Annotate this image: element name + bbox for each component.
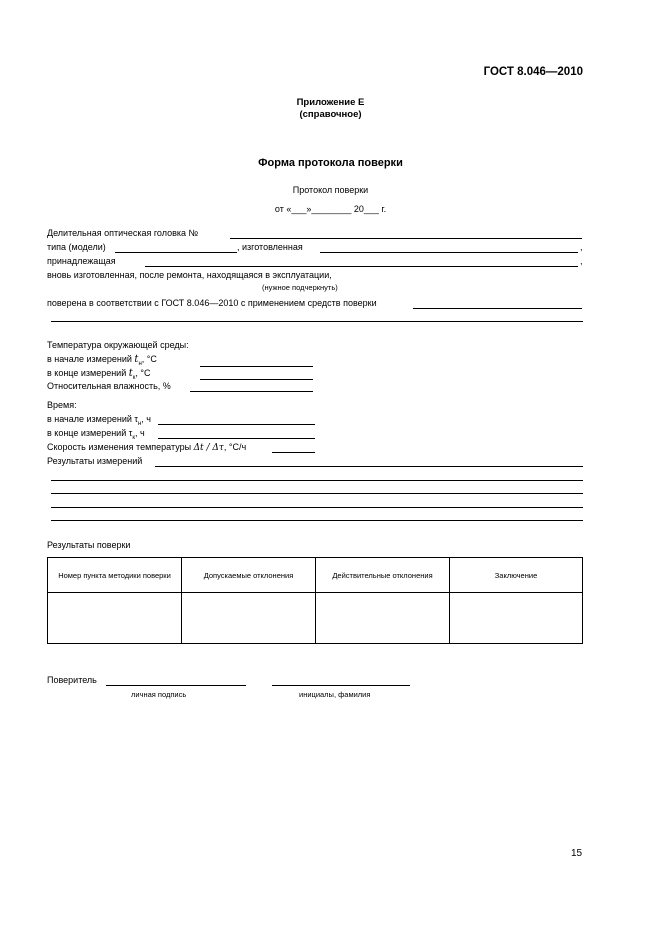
appendix-heading bbox=[0, 97, 661, 121]
environment-heading: Температура окружающей среды: bbox=[47, 340, 189, 350]
temp-rate-label: Скорость изменения температуры Δt / Δτ, °C/ч bbox=[47, 442, 247, 453]
temp-end-line[interactable] bbox=[200, 379, 313, 380]
signature-line[interactable] bbox=[106, 685, 246, 686]
form-title: Форма протокола поверки bbox=[258, 157, 403, 169]
manufactured-line[interactable] bbox=[320, 252, 578, 253]
table-row bbox=[48, 593, 583, 644]
protocol-title: Протокол поверки bbox=[292, 185, 369, 195]
measurements-line[interactable] bbox=[51, 480, 583, 481]
measurements-line[interactable] bbox=[51, 493, 583, 494]
time-start-line[interactable] bbox=[158, 424, 315, 425]
humidity-label: Относительная влажность, % bbox=[47, 381, 171, 391]
appendix-note: (справочное) bbox=[299, 109, 362, 120]
standard-code: ГОСТ 8.046—2010 bbox=[483, 66, 583, 78]
time-heading: Время: bbox=[47, 400, 77, 410]
head-number-label: Делительная оптическая головка № bbox=[47, 228, 199, 238]
measurements-line[interactable] bbox=[155, 466, 583, 467]
measurements-line[interactable] bbox=[51, 507, 583, 508]
table-header-row bbox=[48, 558, 583, 593]
appendix-label: Приложение Е bbox=[296, 97, 365, 108]
name-line[interactable] bbox=[272, 685, 410, 686]
table-cell[interactable] bbox=[48, 593, 182, 644]
measurements-label: Результаты измерений bbox=[47, 456, 143, 466]
measurements-line[interactable] bbox=[51, 520, 583, 521]
temp-rate-line[interactable] bbox=[272, 452, 315, 453]
table-cell[interactable] bbox=[316, 593, 450, 644]
owner-label: принадлежащая bbox=[47, 256, 116, 266]
table-cell[interactable] bbox=[182, 593, 316, 644]
type-label: типа (модели) bbox=[47, 242, 106, 252]
time-start-label: в начале измерений $\tau_н$, ч bbox=[47, 414, 151, 427]
verified-line-2[interactable] bbox=[51, 321, 583, 322]
table-cell[interactable] bbox=[450, 593, 583, 644]
column-header: Заключение bbox=[450, 558, 583, 593]
verified-text: поверена в соответствии с ГОСТ 8.046—2010 с применением средств поверки bbox=[47, 298, 377, 308]
column-header: Действительные отклонения bbox=[316, 558, 450, 593]
temp-start-line[interactable] bbox=[200, 366, 313, 367]
humidity-line[interactable] bbox=[190, 391, 313, 392]
page-number: 15 bbox=[571, 848, 583, 859]
signature-hint: личная подпись bbox=[131, 690, 187, 699]
verified-line[interactable] bbox=[413, 308, 582, 309]
verification-label: Результаты поверки bbox=[47, 540, 131, 550]
column-header: Номер пункта методики поверки bbox=[48, 558, 182, 593]
name-hint: инициалы, фамилия bbox=[299, 690, 371, 699]
owner-line[interactable] bbox=[145, 266, 578, 267]
temp-start-label: в начале измерений $t_н$, °C bbox=[47, 354, 157, 367]
head-number-line[interactable] bbox=[230, 238, 582, 239]
column-header: Допускаемые отклонения bbox=[182, 558, 316, 593]
verification-table bbox=[47, 557, 583, 644]
temp-end-label: в конце измерений $t_к$, °C bbox=[47, 368, 151, 381]
status-text: вновь изготовленная, после ремонта, находящаяся в эксплуатации, bbox=[47, 270, 332, 280]
verifier-label: Поверитель bbox=[47, 675, 97, 685]
type-line[interactable] bbox=[115, 252, 237, 253]
time-end-line[interactable] bbox=[158, 438, 315, 439]
status-hint: (нужное подчеркнуть) bbox=[262, 283, 338, 292]
protocol-date-line: от «___»________ 20___ г. bbox=[274, 204, 387, 214]
manufactured-label: , изготовленная bbox=[237, 242, 303, 252]
time-end-label: в конце измерений $\tau_к$, ч bbox=[47, 428, 145, 441]
comma-mark: , bbox=[580, 256, 583, 266]
comma-mark: , bbox=[580, 242, 583, 252]
